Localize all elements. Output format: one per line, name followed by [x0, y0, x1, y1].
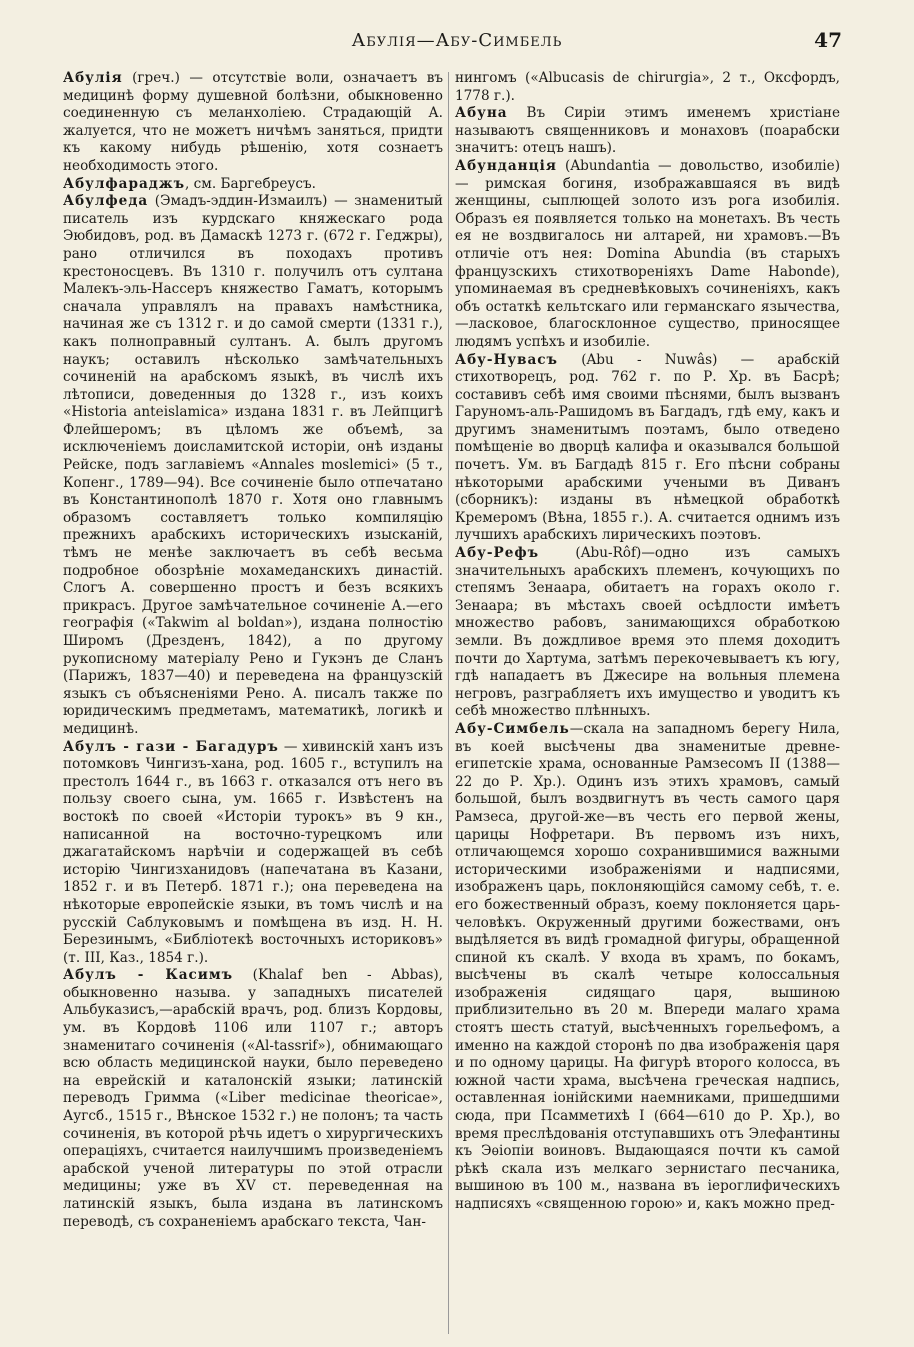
entry — [455, 105, 840, 158]
entry — [63, 70, 443, 176]
entry — [63, 739, 443, 968]
entry-text: (Abundantia — довольство, изобиліе) — римская богиня, изображавшаяся въ видѣ женщины, сыплющей золото изъ рога изобилія. Образъ ея появляется только на монетахъ. Въ честь ея не воздвигалось ни алтарей, ни храмовъ.—Въ отличіе отъ нея: Domina Abundia (въ старыхъ французскихъ стихотвореніяхъ Dame Habonde), упоминаемая въ средневѣковыхъ сочиненіяхъ, какъ объ остаткѣ кельтскаго или германскаго язычества,—ласковое, благосклонное существо, приносящее людямъ успѣхъ и изобиліе. — [455, 157, 840, 350]
page-header — [0, 30, 914, 60]
entry — [63, 176, 443, 194]
entry-text: , см. Баргебреусъ. — [185, 175, 316, 192]
entry-text: — хивинскій ханъ изъ потомковъ Чингизъ-хана, род. 1605 г., вступилъ на престолъ 1644 г., въ 1663 г. отказался отъ него въ пользу своего сына, ум. 1665 г. Извѣстенъ на востокѣ по своей «Исторіи турокъ» въ 9 кн., написанной на восточно-турецкомъ или джагатайскомъ нарѣчіи и содержащей въ себѣ исторію Чингизханидовъ (напечатана въ Казани, 1852 г. и въ Петерб. 1871 г.); она переведена на нѣкоторые европейскіе языки, въ томъ числѣ и на русскій Саблуковымъ и помѣщена въ изд. Н. Н. Березинымъ, «Библіотекѣ восточныхъ историковъ» (т. III, Каз., 1854 г.). — [63, 738, 443, 966]
column-divider — [448, 72, 449, 1334]
entry-headword: Абулъ - Касимъ — [63, 967, 234, 984]
entry-headword: Абулъ - гази - Багадуръ — [63, 738, 279, 755]
entry — [455, 352, 840, 546]
entry — [63, 193, 443, 738]
entry — [455, 545, 840, 721]
left-column — [63, 70, 443, 1231]
right-column — [455, 70, 840, 1214]
entry-text: (греч.) — отсутствіе воли, означаетъ въ медицинѣ форму душевной болѣзни, обыкновенно соединенную съ меланхоліею. Страдающій А. жалуется, что не можетъ ничѣмъ заняться, придти къ какому нибудь рѣшенію, хотя сознаетъ необходимость этого. — [63, 70, 443, 174]
entry-headword: Абунданція — [455, 157, 557, 174]
entry-headword: Абу-Симбель — [455, 720, 570, 737]
entry-text: (Abu-Rôf)—одно изъ самыхъ значительныхъ арабскихъ племенъ, кочующихъ по степямъ Зенаара, обитаетъ на горахъ около г. Зенаара; въ мѣстахъ своей осѣдлости имѣетъ множество рабовъ, занимающихся обработкою земли. Въ дождливое время это племя доходитъ почти до Хартума, затѣмъ перекочевываетъ къ югу, гдѣ нападаетъ въ Джесире на вольныя племена негровъ, разграбляетъ ихъ имущество и уводитъ къ себѣ множество плѣнныхъ. — [455, 545, 840, 720]
entry-headword: Абу-Нувасъ — [455, 351, 558, 368]
entry-text: —скала на западномъ берегу Нила, въ коей высѣчены два знаменитые древне-египетскіе храма, основанные Рамзесомъ II (1388—22 до Р. Хр.). Одинъ изъ этихъ храмовъ, самый большой, былъ воздвигнутъ въ честь самого царя Рамзеса, другой-же—въ честь его первой жены, царицы Нофретари. Въ первомъ изъ нихъ, отличающемся хорошо сохранившимися важными историческими изображеніями и надписями, изображенъ царь, поклоняющійся самому себѣ, т. е. его божественный образъ, коему поклоняется царь-человѣкъ. Окруженный другими божествами, онъ выдѣляется въ видѣ громадной фигуры, обращенной спиной къ скалѣ. У входа въ храмъ, по бокамъ, высѣчены въ скалѣ четыре колоссальныя изображенія сидящаго царя, вышиною приблизительно въ 20 м. Впереди малаго храма стоятъ шесть статуй, высѣченныхъ горельефомъ, а именно на каждой сторонѣ по два изображенія царя и по одному царицы. На фигурѣ второго колосса, въ южной части храма, высѣчена греческая надпись, оставленная іонійскими наемниками, пришедшими сюда, при Псамметихѣ I (664—610 до Р. Хр.), во время преслѣдованія отступавшихъ отъ Элефантины къ Эѳіопіи воиновъ. Выдающаяся почти къ самой рѣкѣ скала изъ мелкаго зернистаго песчаника, вышиною въ 100 м., названа въ іероглифическихъ надписяхъ «священною горою» и, какъ можно пред- — [455, 720, 840, 1212]
entry-text: (Abu - Nuwâs) — арабскій стихотворецъ, род. 762 г. по Р. Хр. въ Басрѣ; составивъ себѣ имя своими пѣснями, былъ вызванъ Гаруномъ-аль-Рашидомъ въ Багдадъ, гдѣ ему, какъ и другимъ знаменитымъ поэтамъ, было отведено помѣщеніе во дворцѣ калифа и оказывался большой почетъ. Ум. въ Багдадѣ 815 г. Его пѣсни собраны нѣкоторыми арабскими учеными въ Диванъ (сборникъ): изданы въ нѣмецкой обработкѣ Кремеромъ (Вѣна, 1855 г.). А. считается однимъ изъ лучшихъ арабскихъ лирическихъ поэтовъ. — [455, 351, 840, 544]
entry-headword: Абуна — [455, 105, 508, 122]
entry-headword: Абулфеда — [63, 193, 149, 210]
entry-headword: Абу-Рефъ — [455, 545, 540, 562]
entry-text: нингомъ («Albucasis de chirurgia», 2 т., Оксфордъ, 1778 г.). — [455, 70, 840, 104]
entry-text: (Эмадъ-эддин-Измаилъ) — знаменитый писатель изъ курдскаго княжескаго рода Эюбидовъ, род. въ Дамаскѣ 1273 г. (672 г. Геджры), рано отличился въ походахъ противъ крестоносцевъ. Въ 1310 г. получилъ отъ султана Малекъ-эль-Нассеръ княжество Гаматъ, которымъ сначала управлялъ на правахъ намѣстника, начиная же съ 1312 г. и до самой смерти (1331 г.), какъ полноправный султанъ. А. былъ другомъ наукъ; оставилъ нѣсколько замѣчательныхъ сочиненій на арабскомъ языкѣ, въ числѣ ихъ лѣтописи, доведенныя до 1328 г., изъ коихъ «Historia anteislamica» издана 1831 г. въ Лейпцигѣ Флейшеромъ; въ цѣломъ же объемѣ, за исключеніемъ доисламитской исторіи, онѣ изданы Рейске, подъ заглавіемъ «Annales moslemici» (5 т., Копенг., 1789—94). Все сочиненіе было отпечатано въ Константинополѣ 1870 г. Хотя оно главнымъ образомъ составляетъ только компиляцію прежнихъ арабскихъ историческихъ изысканій, тѣмъ не менѣе заключаетъ въ себѣ весьма подробное обозрѣніе мохамеданскихъ династій. Слогъ А. совершенно простъ и безъ всякихъ прикрасъ. Другое замѣчательное сочиненіе А.—его географія («Takwim al boldan»), издана полностію Широмъ (Дрезденъ, 1842), а по другому рукописному матеріалу Рено и Гукэнъ де Сланъ (Парижъ, 1837—40) и переведена на французскій языкъ съ объясненіями Рено. А. писалъ также по юридическимъ предметамъ, математикѣ, логикѣ и медицинѣ. — [63, 193, 443, 737]
entry — [455, 158, 840, 352]
entry-headword: Абулфараджъ — [63, 175, 186, 192]
entry-text: (Khalaf ben - Abbas), обыкновенно называ. у западныхъ писателей Альбуказисъ,—арабскій врачъ, род. близъ Кордовы, ум. въ Кордовѣ 1106 или 1107 г.; авторъ знаменитаго сочиненія («Al-tassrif»), обнимающаго всю область медицинской науки, было переведено на еврейскій и каталонскій языки; латинскій переводъ Гримма («Liber medicinae theoricae», Аугсб., 1515 г., Вѣнское 1532 г.) не полонъ; та часть сочиненія, въ которой рѣчь идетъ о хирургическихъ операціяхъ, считается наилучшимъ произведеніемъ арабской ученой литературы по этой отрасли медицины; уже въ XV ст. переведенная на латинскій языкъ, была издана въ латинскомъ переводѣ, съ сохраненіемъ арабскаго текста, Чан- — [63, 967, 444, 1230]
entry — [455, 721, 840, 1214]
running-title: Абулія—Абу-Симбель — [351, 30, 563, 51]
entry-continuation — [455, 70, 840, 105]
page-number: 47 — [814, 28, 842, 52]
entry-headword: Абулія — [63, 70, 123, 86]
entry-text: Въ Сиріи этимъ именемъ христіане называютъ священниковъ и монаховъ (поарабски значитъ: отецъ нашъ). — [455, 105, 840, 157]
entry — [63, 967, 443, 1231]
